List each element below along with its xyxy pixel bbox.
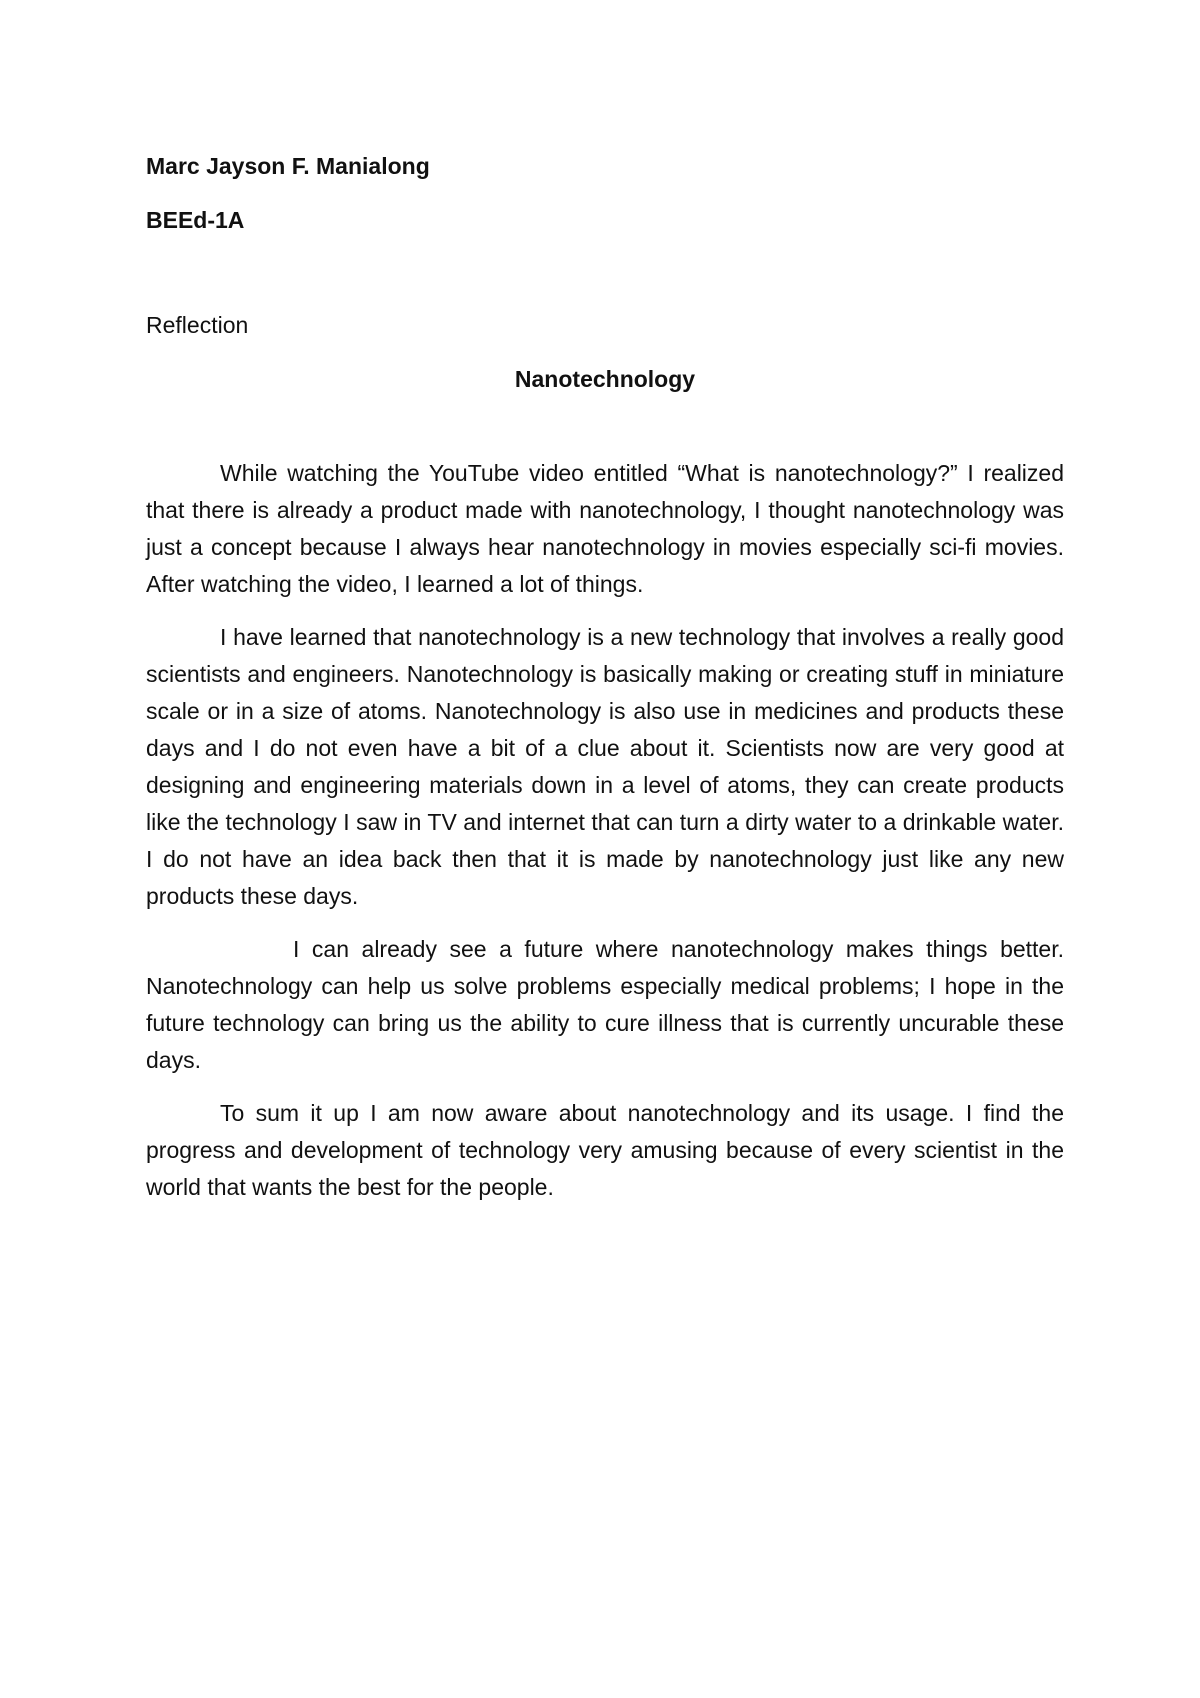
author-name: Marc Jayson F. Manialong [146, 153, 430, 179]
paragraph-1: While watching the YouTube video entitled “What is nanotechnology?” I realized that there is already a product made with nanotechnology, I thought nanotechnology was just a concept because I always hear nanotechnology in movies especially sci-fi movies. After watching the video, I learned a lot of things. [146, 460, 1064, 597]
paragraph-2: I have learned that nanotechnology is a new technology that involves a really good scientists and engineers. Nanotechnology is basically making or creating stuff in miniature scale or in a size of atoms. Nanotechnology is also use in medicines and products these days and I do not even have a bit of a clue about it. Scientists now are very good at designing and engineering materials down in a level of atoms, they can create products like the technology I saw in TV and internet that can turn a dirty water to a drinkable water. I do not have an idea back then that it is made by nanotechnology just like any new products these days. [146, 624, 1064, 909]
document-title: Nanotechnology [514, 366, 696, 392]
document-label: Reflection [146, 312, 249, 338]
paragraph-4: To sum it up I am now aware about nanotechnology and its usage. I find the progress and development of technology very amusing because of every scientist in the world that wants the best for the people. [146, 1100, 1064, 1200]
document-body [146, 455, 1064, 1206]
document-content [146, 148, 1064, 1222]
paragraph-3: I can already see a future where nanotechnology makes things better. Nanotechnology can help us solve problems especially medical problems; I hope in the future technology can bring us the ability to cure illness that is currently uncurable these days. [146, 936, 1064, 1073]
class-section: BEEd-1A [146, 207, 245, 233]
